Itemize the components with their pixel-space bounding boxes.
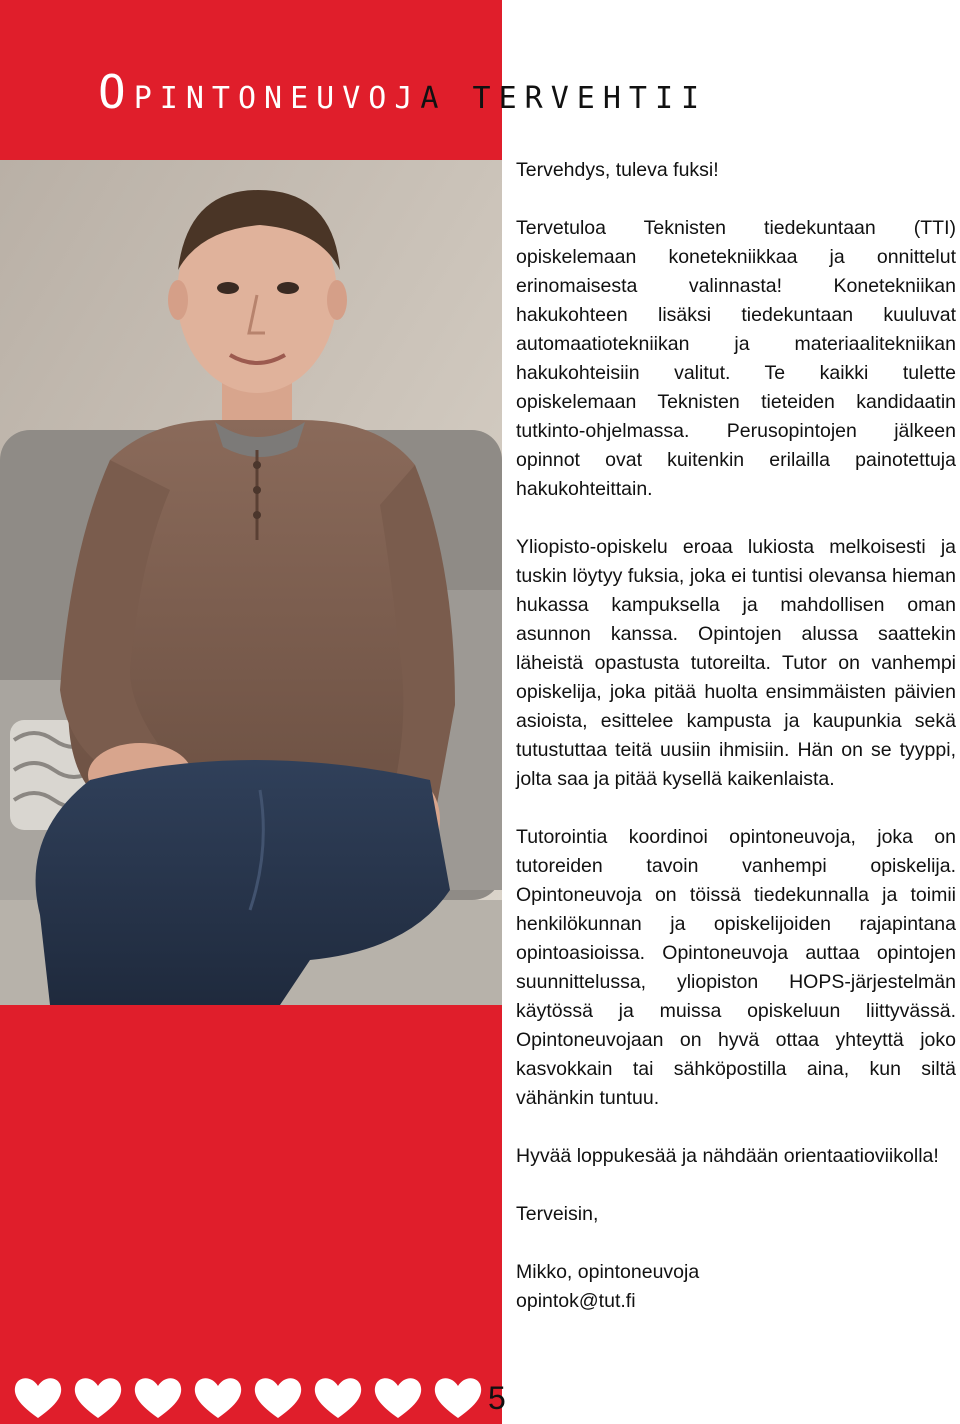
heart-icon (68, 1372, 128, 1422)
heart-icon (428, 1372, 488, 1422)
paragraph-intro: Tervetuloa Teknisten tiedekuntaan (TTI) opiskelemaan konetekniikkaa ja onnittelut erinomaisesta valinnasta! Konetekniikan hakukohteen lisäksi tiedekuntaan kuuluvat automaatiotekniikan ja materiaalitekniikan hakukohteisiin valitut. Te kaikki tulette opiskelemaan Teknisten tieteiden kandidaatin tutkinto-ohjelmassa. Perusopintojen jälkeen opinnot ovat kuitenkin erilailla painotettuja hakukohteittain. (516, 217, 956, 500)
signature-name: Mikko, opintoneuvoja (516, 1261, 700, 1283)
heart-icon (308, 1372, 368, 1422)
paragraph-tutors: Yliopisto-opiskelu eroaa lukiosta melkoisesti ja tuskin löytyy fuksia, joka ei tuntisi olevansa hieman hukassa kampuksella ja mahdollisen oman asunnon kanssa. Opintojen alussa saattekin läheistä opastusta tutoreilta. Tutor on vanhempi opiskelija, joka pitää huolta ensimmäisten päivien asioista, esittelee kampusta ja kaupunkia sekä tutustuttaa teitä uusiin ihmisiin. Hän on se tyyppi, jolta saa ja pitää kysellä kaikenlaista. (516, 536, 956, 790)
page-number: 5 (488, 1380, 506, 1416)
heart-row (0, 1370, 510, 1424)
page-title (98, 62, 707, 122)
heart-icon (248, 1372, 308, 1422)
title-white-part: PINTONEUVOJ (133, 81, 421, 116)
signoff: Terveisin, (516, 1203, 599, 1225)
heart-icon (188, 1372, 248, 1422)
portrait-photo (0, 160, 502, 1005)
title-initial: O (98, 65, 134, 119)
heart-icon (128, 1372, 188, 1422)
heart-icon (8, 1372, 68, 1422)
article-body (516, 156, 956, 1316)
signature-email[interactable]: opintok@tut.fi (516, 1290, 636, 1312)
paragraph-closing: Hyvää loppukesää ja nähdään orientaatioviikolla! (516, 1145, 939, 1167)
paragraph-advisor: Tutorointia koordinoi opintoneuvoja, joka on tutoreiden tavoin vanhempi opiskelija. Opintoneuvoja on töissä tiedekunnalla ja toimii henkilökunnan ja opiskelijoiden rajapintana opintoasioissa. Opintoneuvoja auttaa opintojen suunnittelussa, yliopiston HOPS-järjestelmän käytössä ja muissa opiskeluun liittyvässä. Opintoneuvojaan on hyvä ottaa yhteyttä joko kasvokkain tai sähköpostilla aina, kun siltä vähänkin tuntuu. (516, 826, 956, 1109)
portrait-illustration (0, 160, 502, 1005)
title-dark-part: A TERVEHTII (420, 81, 708, 116)
heart-icon (368, 1372, 428, 1422)
greeting: Tervehdys, tuleva fuksi! (516, 159, 719, 181)
